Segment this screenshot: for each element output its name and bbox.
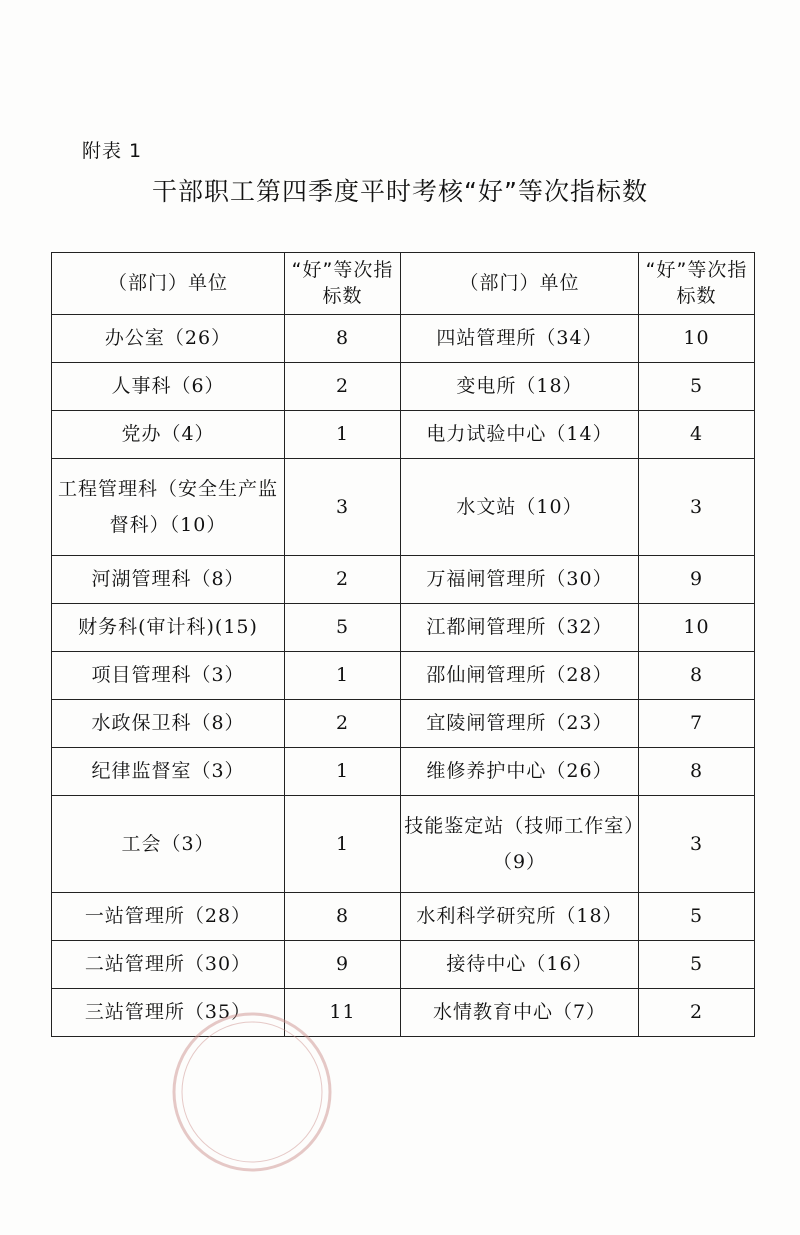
cell-right-quota: 3: [639, 796, 755, 893]
cell-right-quota: 7: [639, 700, 755, 748]
table-body: [52, 315, 755, 1037]
cell-left-quota: 11: [285, 989, 401, 1037]
table-row: [52, 652, 755, 700]
cell-left-quota: 1: [285, 411, 401, 459]
cell-left-unit: 党办（4）: [52, 411, 285, 459]
table-row: [52, 363, 755, 411]
table-row: [52, 893, 755, 941]
cell-right-unit: 电力试验中心（14）: [401, 411, 639, 459]
cell-left-unit: 一站管理所（28）: [52, 893, 285, 941]
cell-left-quota: 8: [285, 315, 401, 363]
cell-right-quota: 8: [639, 748, 755, 796]
cell-right-unit: 接待中心（16）: [401, 941, 639, 989]
attachment-label: 附表 1: [82, 140, 143, 162]
cell-right-quota: 4: [639, 411, 755, 459]
cell-left-unit: 河湖管理科（8）: [52, 556, 285, 604]
cell-left-quota: 2: [285, 700, 401, 748]
cell-right-unit: 江都闸管理所（32）: [401, 604, 639, 652]
table-row: [52, 989, 755, 1037]
table-row: [52, 941, 755, 989]
table-row: [52, 700, 755, 748]
cell-left-quota: 1: [285, 796, 401, 893]
cell-left-unit: 三站管理所（35）: [52, 989, 285, 1037]
cell-right-unit: 宜陵闸管理所（23）: [401, 700, 639, 748]
cell-right-quota: 10: [639, 315, 755, 363]
cell-right-unit: 邵仙闸管理所（28）: [401, 652, 639, 700]
cell-right-quota: 5: [639, 893, 755, 941]
table-row: [52, 796, 755, 893]
header-quota-right: “好”等次指标数: [639, 253, 755, 315]
cell-left-quota: 3: [285, 459, 401, 556]
faded-red-seal-icon: [165, 1005, 340, 1180]
cell-left-quota: 1: [285, 652, 401, 700]
cell-left-unit: 纪律监督室（3）: [52, 748, 285, 796]
table-header-row: [52, 253, 755, 315]
cell-left-unit: 项目管理科（3）: [52, 652, 285, 700]
cell-right-quota: 5: [639, 941, 755, 989]
cell-left-unit: 工会（3）: [52, 796, 285, 893]
cell-left-unit: 工程管理科（安全生产监督科）（10）: [52, 459, 285, 556]
cell-right-unit: 水利科学研究所（18）: [401, 893, 639, 941]
cell-left-unit: 办公室（26）: [52, 315, 285, 363]
quota-table: [51, 252, 755, 1037]
cell-right-unit: 水文站（10）: [401, 459, 639, 556]
cell-right-quota: 5: [639, 363, 755, 411]
header-quota-left: “好”等次指标数: [285, 253, 401, 315]
table-row: [52, 411, 755, 459]
table-row: [52, 748, 755, 796]
cell-right-unit: 四站管理所（34）: [401, 315, 639, 363]
cell-right-unit: 水情教育中心（7）: [401, 989, 639, 1037]
cell-left-quota: 1: [285, 748, 401, 796]
header-unit-left: （部门）单位: [52, 253, 285, 315]
cell-left-quota: 2: [285, 556, 401, 604]
cell-left-unit: 财务科(审计科)(15): [52, 604, 285, 652]
table-row: [52, 556, 755, 604]
cell-left-quota: 9: [285, 941, 401, 989]
cell-left-unit: 人事科（6）: [52, 363, 285, 411]
cell-left-quota: 2: [285, 363, 401, 411]
cell-left-unit: 二站管理所（30）: [52, 941, 285, 989]
cell-left-quota: 8: [285, 893, 401, 941]
table-row: [52, 315, 755, 363]
cell-right-quota: 2: [639, 989, 755, 1037]
cell-right-quota: 9: [639, 556, 755, 604]
header-unit-right: （部门）单位: [401, 253, 639, 315]
cell-right-unit: 万福闸管理所（30）: [401, 556, 639, 604]
cell-right-quota: 10: [639, 604, 755, 652]
cell-right-quota: 8: [639, 652, 755, 700]
table-row: [52, 604, 755, 652]
table-row: [52, 459, 755, 556]
cell-left-unit: 水政保卫科（8）: [52, 700, 285, 748]
cell-right-unit: 技能鉴定站（技师工作室）（9）: [401, 796, 639, 893]
cell-left-quota: 5: [285, 604, 401, 652]
cell-right-unit: 维修养护中心（26）: [401, 748, 639, 796]
cell-right-unit: 变电所（18）: [401, 363, 639, 411]
cell-right-quota: 3: [639, 459, 755, 556]
document-title: 干部职工第四季度平时考核“好”等次指标数: [152, 177, 648, 206]
